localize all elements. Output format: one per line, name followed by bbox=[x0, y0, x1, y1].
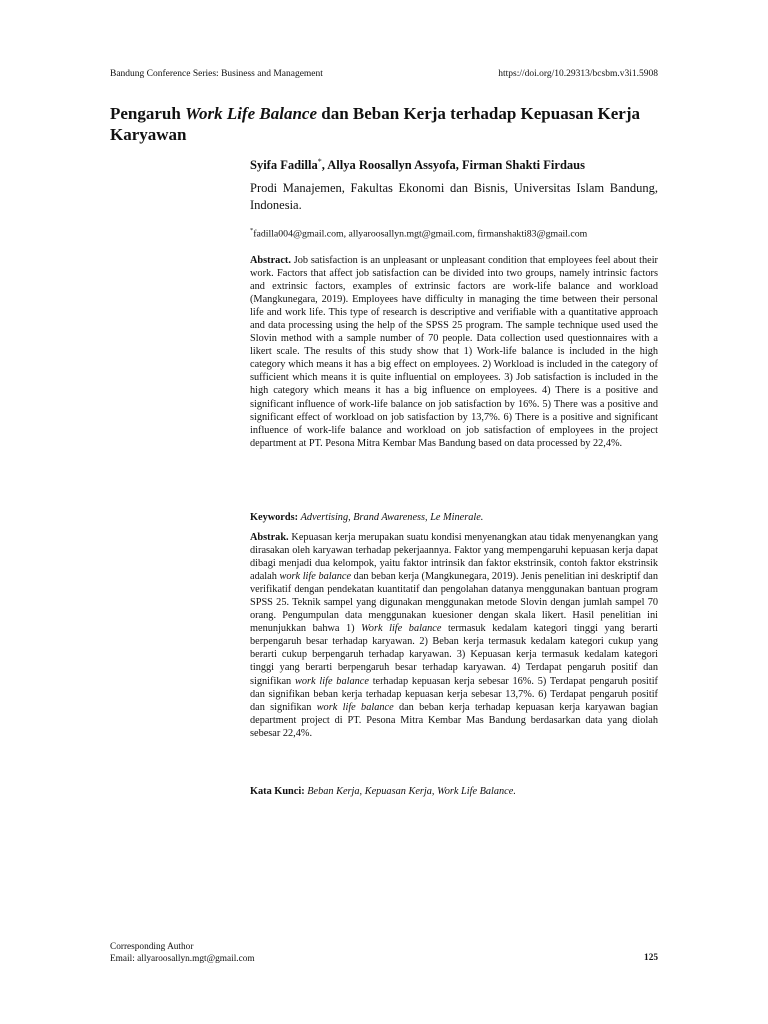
author-emails bbox=[250, 227, 670, 239]
abstrak-italic-2: Work life balance bbox=[361, 623, 442, 635]
paper-title bbox=[110, 103, 658, 145]
affiliation: Prodi Manajemen, Fakultas Ekonomi dan Bisnis, Universitas Islam Bandung, Indonesia. bbox=[250, 181, 658, 212]
title-italic: Work Life Balance bbox=[185, 104, 317, 123]
footer-note bbox=[110, 941, 658, 965]
abstrak-italic-4: work life balance bbox=[316, 701, 394, 713]
abstrak-italic-3: work life balance bbox=[294, 675, 369, 687]
corresponding-author-label: Corresponding Author bbox=[110, 942, 194, 952]
other-authors: , Allya Roosallyn Assyofa, Firman Shakti Firdaus bbox=[321, 158, 585, 173]
abstract-text: Job satisfaction is an unpleasant or unpleasant condition that employees feel about their work. Factors that affect job satisfaction can be divided into two groups, namely intrinsic factors and extrinsic factors, examples of extrinsic factors are work-life balance and workload (Mangkunegara, 2019). Employees have difficulty in managing the time between their personal life and work life. This type of research is descriptive and verifiable with a quantitative approach and data processing using the help of the SPSS 25 program. The sample technique used used the Slovin method with a sample number of 70 people. Data collection used questionnaires with a likert scale. The results of this study show that 1) Work-life balance is included in the high category which means it has a big effect on employees. 2) Workload is included in the category of sufficient which means it is quite influential on employees. 3) Job satisfaction is included in the high category which means it has a big influence on employees. 4) There is a positive and significant influence of work-life balance on job satisfaction by 16%. 5) There was a positive and significant effect of workload on job satisfaction by 13,7%. 6) There is a positive and significant influence of work-life balance and workload on job satisfaction of employees in the project department at PT. Pesona Mitra Kembar Mas Bandung based on data processed by 22,4%. bbox=[250, 255, 658, 449]
keywords bbox=[250, 512, 658, 523]
running-header bbox=[110, 69, 658, 79]
keywords-value: Advertising, Brand Awareness, Le Minerale. bbox=[300, 512, 484, 523]
corresponding-mark: * bbox=[317, 157, 322, 166]
abstract-label: Abstract. bbox=[250, 255, 291, 266]
email-mark: * bbox=[250, 227, 254, 234]
abstrak-text-4: terhadap kepuasan kerja sebesar 16%. 5) Terdapat pengaruh positif dan signifikan beban kerja terhadap kepuasan kerja sebesar 13,7%. 6) Terdapat pengaruh positif dan signifikan bbox=[250, 675, 658, 713]
abstract-indonesian bbox=[250, 531, 658, 740]
abstract-english bbox=[250, 254, 658, 450]
kata-kunci-label: Kata Kunci: bbox=[250, 786, 305, 797]
keywords-label: Keywords: bbox=[250, 512, 299, 523]
abstrak-text-2: dan beban kerja (Mangkunegara, 2019). Jenis penelitian ini deskriptif dan verifikatif dengan pendekatan kuantitatif dan pengolahan datanya menggunakan bantuan program SPSS 25. Teknik sampel yang digunakan menggunakan metode Slovin dengan jumlah sampel 70 orang. Pengumpulan data menggunakan kuesioner dengan skala likert. Hasil penelitian ini menunjukkan bahwa 1) bbox=[250, 571, 658, 635]
kata-kunci bbox=[250, 786, 658, 797]
abstrak-italic-1: work life balance bbox=[279, 571, 352, 583]
title-part-3: dan Beban Kerja terhadap Kepuasan Kerja Karyawan bbox=[110, 104, 641, 144]
title-part-1: Pengaruh bbox=[110, 104, 186, 123]
conference-series: Bandung Conference Series: Business and Management bbox=[110, 69, 323, 79]
email-list[interactable]: fadilla004@gmail.com, allyaroosallyn.mgt@gmail.com, firmanshakti83@gmail.com bbox=[253, 228, 588, 240]
corresponding-email[interactable]: Email: allyaroosallyn.mgt@gmail.com bbox=[110, 954, 255, 964]
abstrak-text-3: termasuk kedalam kategori tinggi yang berarti berpengaruh besar terhadap karyawan. 2) Beban kerja termasuk kedalam kategori cukup yang berarti cukup berpengaruh terhadap karyawan. 3) Kepuasan kerja termasuk kedalam kategori tinggi yang berarti berpengaruh besar terhadap karyawan. 4) Terdapat pengaruh positif dan signifikan bbox=[250, 623, 658, 687]
abstrak-text-5: dan beban kerja terhadap kepuasan kerja karyawan bagian department project di PT. Pesona Mitra Kembar Mas Bandung berdasarkan data yang diolah sebesar 22,4%. bbox=[250, 701, 658, 739]
doi-link[interactable]: https://doi.org/10.29313/bcsbm.v3i1.5908 bbox=[498, 69, 658, 79]
page-number: 125 bbox=[644, 953, 658, 963]
first-author: Syifa Fadilla bbox=[250, 158, 318, 173]
kata-kunci-value: Beban Kerja, Kepuasan Kerja, Work Life Balance. bbox=[307, 786, 516, 797]
abstrak-text-1: Kepuasan kerja merupakan suatu kondisi menyenangkan atau tidak menyenangkan yang dirasakan oleh karyawan terhadap pekerjaannya. Faktor yang mempengaruhi kepuasan kerja dapat dibagi menjadi dua kelompok, yaitu faktor intrinsik dan faktor ekstrinsik, contoh faktor ekstrinsik adalah bbox=[250, 532, 658, 583]
author-list bbox=[250, 157, 658, 173]
abstrak-label: Abstrak. bbox=[250, 532, 289, 543]
